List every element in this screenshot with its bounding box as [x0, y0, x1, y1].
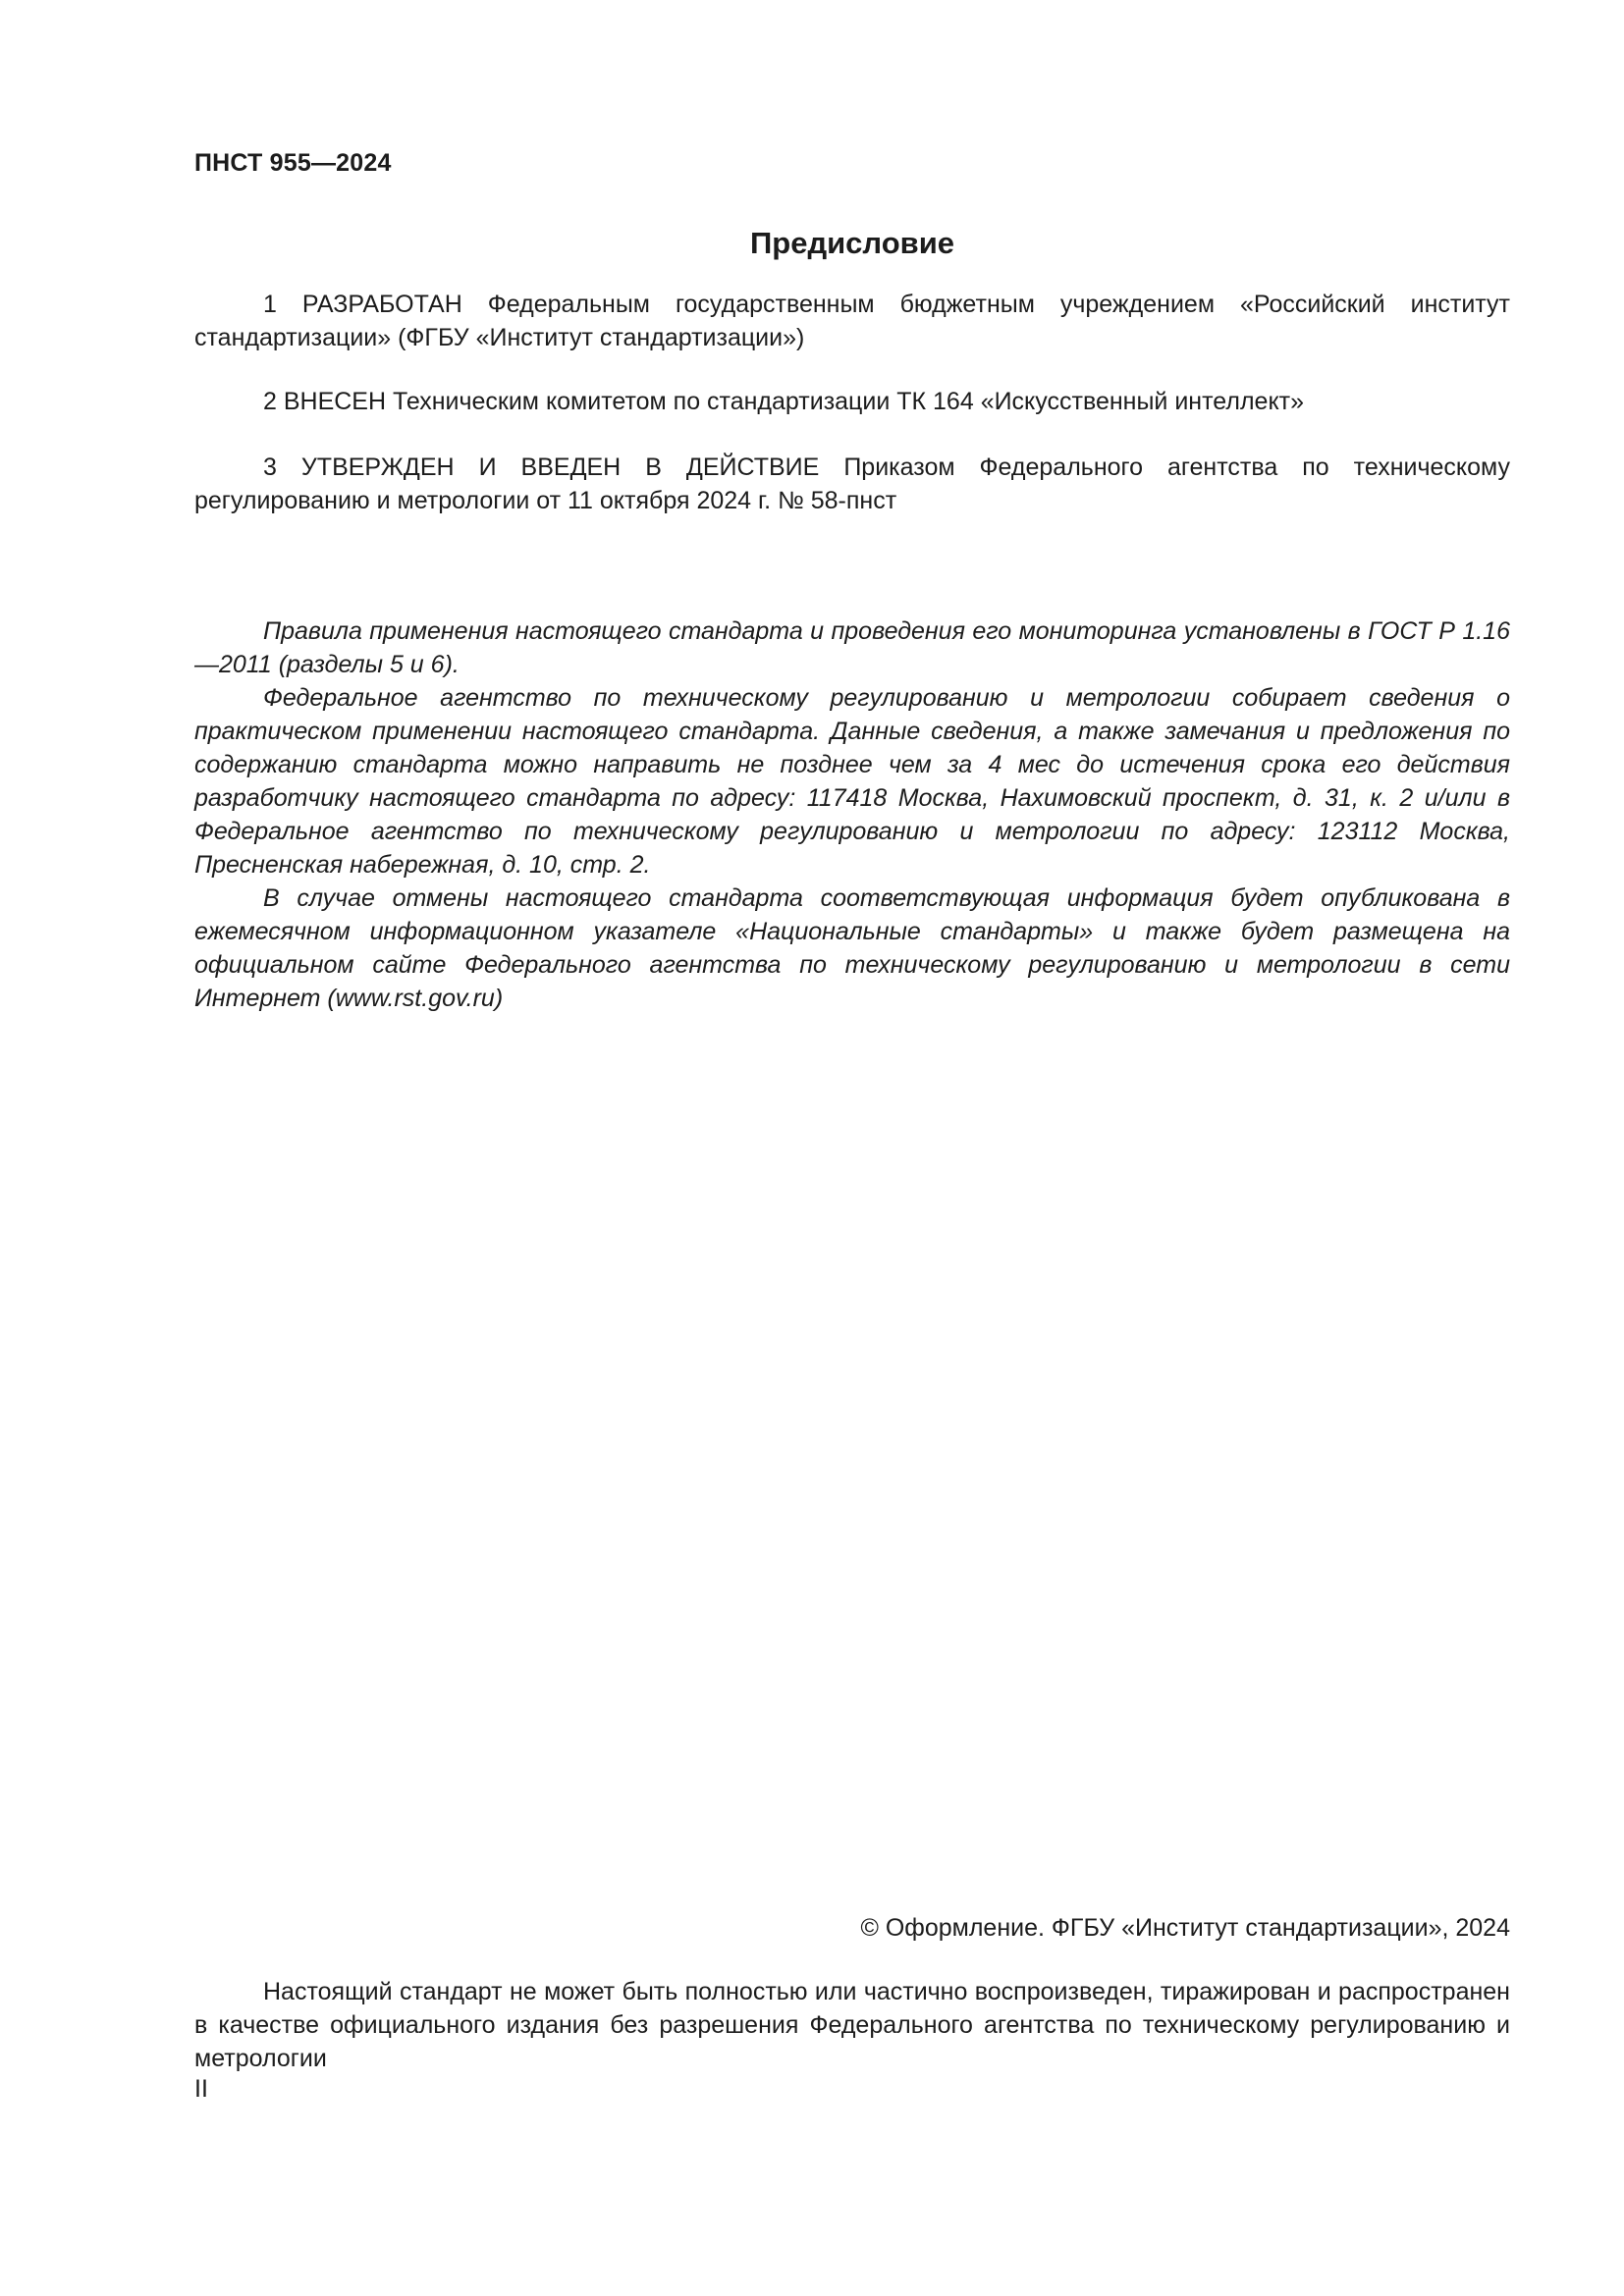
standard-application-notice: [194, 614, 1510, 1015]
copyright-line: © Оформление. ФГБУ «Институт стандартизации», 2024: [860, 1914, 1510, 1942]
notice-paragraph-cancellation: В случае отмены настоящего стандарта соответствующая информация будет опубликована в ежемесячном информационном указателе «Национальные стандарты» и также будет размещена на официальном сайте Федерального агентства по техническому регулированию и метрологии в сети Интернет (www.rst.gov.ru): [194, 884, 1510, 1012]
foreword-item-text: 1 РАЗРАБОТАН Федеральным государственным бюджетным учреждением «Российский институт стандартизации» (ФГБУ «Институт стандартизации»): [194, 291, 1510, 351]
foreword-item-approved: [194, 451, 1510, 517]
foreword-item-text: 2 ВНЕСЕН Техническим комитетом по стандартизации ТК 164 «Искусственный интеллект»: [263, 388, 1305, 415]
reproduction-restriction: [194, 1975, 1510, 2075]
page-number: II: [194, 2075, 208, 2103]
foreword-item-text: 3 УТВЕРЖДЕН И ВВЕДЕН В ДЕЙСТВИЕ Приказом Федерального агентства по техническому регулированию и метрологии от 11 октября 2024 г. № 58-пнст: [194, 454, 1510, 514]
restriction-text: Настоящий стандарт не может быть полностью или частично воспроизведен, тиражирован и распространен в качестве официального издания без разрешения Федерального агентства по техническому регулированию и метрологии: [194, 1978, 1510, 2072]
notice-paragraph-feedback: Федеральное агентство по техническому регулированию и метрологии собирает сведения о практическом применении настоящего стандарта. Данные сведения, а также замечания и предложения по содержанию стандарта можно направить не позднее чем за 4 мес до истечения срока его действия разработчику настоящего стандарта по адресу: 117418 Москва, Нахимовский проспект, д. 31, к. 2 и/или в Федеральное агентство по техническому регулированию и метрологии по адресу: 123112 Москва, Пресненская набережная, д. 10, стр. 2.: [194, 684, 1510, 879]
standard-number: ПНСТ 955—2024: [194, 149, 392, 177]
foreword-item-submitted: [194, 385, 1510, 418]
foreword-title: Предисловие: [749, 226, 954, 260]
foreword-item-developed: [194, 288, 1510, 354]
notice-paragraph-rules: Правила применения настоящего стандарта и проведения его мониторинга установлены в ГОСТ Р 1.16—2011 (разделы 5 и 6).: [194, 617, 1510, 678]
